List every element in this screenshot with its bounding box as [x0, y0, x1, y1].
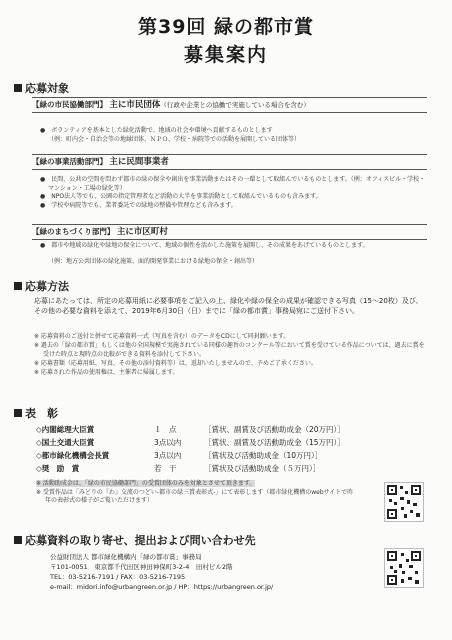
qr-code-icon — [384, 482, 424, 522]
award-notes: ※ 活動助成金は、「緑の市民協働部門」の受賞団体のみを対象とさせて頂きます。 ※ 受賞作品は「みどりの『わ』交流のつどい-都市の緑三賞表彰式-」にて表彰します（都市緑化機構のwebサイトで昨年の表彰式の様子がご覧いただけます） — [36, 480, 354, 504]
method-notes: ※ 応募資料のご送付と併せて応募資料一式（写真を含む）のデータをCDにして同封願います。 ※ 過去の「緑の都市賞」もしくは他の全国規模で実施されている同様の趣旨のコンクール等において賞を受けている作品については、過去に賞を受けた時点と現時点の比較ができる資料を添付して下さい。 ※ 応募書類（応募用紙、写真、その他の添付資料等）は、返却いたしませんので、予めご了承ください。 ※ 応募された作品の使用権は、主催者に帰属します。 — [34, 333, 425, 376]
qr-code-icon — [384, 548, 424, 588]
category-civic: 【緑の市民協働部門】 主に市民団体（行政や企業との協働で実施している場合を含む） — [32, 97, 427, 113]
category-business: 【緑の事業活動部門】 主に民間事業者 — [32, 154, 427, 170]
title-line2: 募集案内 — [183, 44, 268, 66]
category-town: 【緑のまちづくり部門】 主に市区町村 — [32, 224, 427, 240]
title-line1: 第39回 緑の都市賞 — [137, 16, 315, 38]
category-business-items: ● 民間、公共の空間を問わず都市の緑の保全や創出を事業活動またはその一環として取組んでいるものとします。（例：オフィスビル・学校・マンション・工場の緑化等） ● NPO法人等でも、公園の指定管理者など活動の大半を事業活動として取組んでいるものも含みます。 ● 学校や病院等でも、業者委託での緑地の整備や管理なども含みます。 — [40, 176, 426, 209]
section-heading-method: 応募方法 — [14, 278, 69, 294]
award-row: ◇奨 励 賞 若 干 ［賞状及び活動助成金（５万円）］ — [36, 464, 321, 473]
contact-block: 公益財団法人 都市緑化機構内「緑の都市賞」事務局 〒101-0051 東京都千代田区神田神保町3-2-4 田村ビル2階 TEL：03-5216-7191 / FAX：03-5216-7195 e-mail：midori.info@urbangreen.or.jp / HP：https://urbangreen.or.jp/ — [50, 553, 274, 591]
award-row: ◇都市緑化機構会長賞 3点以内 ［賞状及び活動助成金（10万円）］ — [36, 451, 323, 460]
category-civic-items: ● ボランティアを基本とした緑化活動で、地域の社会や環境へ貢献するものとします — [40, 127, 273, 134]
category-civic-example: （例：町内会・自治会等の地縁団体、ＮＰＯ、学校・病院等での活動を展開している団体等） — [48, 136, 301, 143]
method-paragraph: 応募にあたっては、所定の応募用紙に必要事項をご記入の上、緑化や緑の保全の成果が確認できる写真（15～20枚）及び、その他の必要な資料を添えて、2019年6月30日（日）までに「緑の都市賞」事務局宛にご送付下さい。 — [34, 297, 423, 315]
section-heading-target: 応募対象 — [14, 80, 69, 96]
award-row: ◇国土交通大臣賞 3点以内 ［賞状、副賞及び活動助成金（15万円）］ — [36, 438, 345, 447]
award-row: ◇内閣総理大臣賞 １ 点 ［賞状、副賞及び活動助成金（20万円）］ — [36, 425, 345, 434]
category-town-items: ● 都市や地域の緑化や緑地の保全について、地域の個性を活かした施策を展開し、その成果をあげているものとします。 — [40, 242, 369, 249]
section-heading-awards: 表 彰 — [14, 405, 58, 421]
category-town-example: （例：地方公共団体の緑化施策、面的開発事業における緑地の保全・創出等） — [48, 258, 259, 265]
section-heading-contact: 応募資料の取り寄せ、提出および問い合わせ先 — [14, 532, 256, 548]
